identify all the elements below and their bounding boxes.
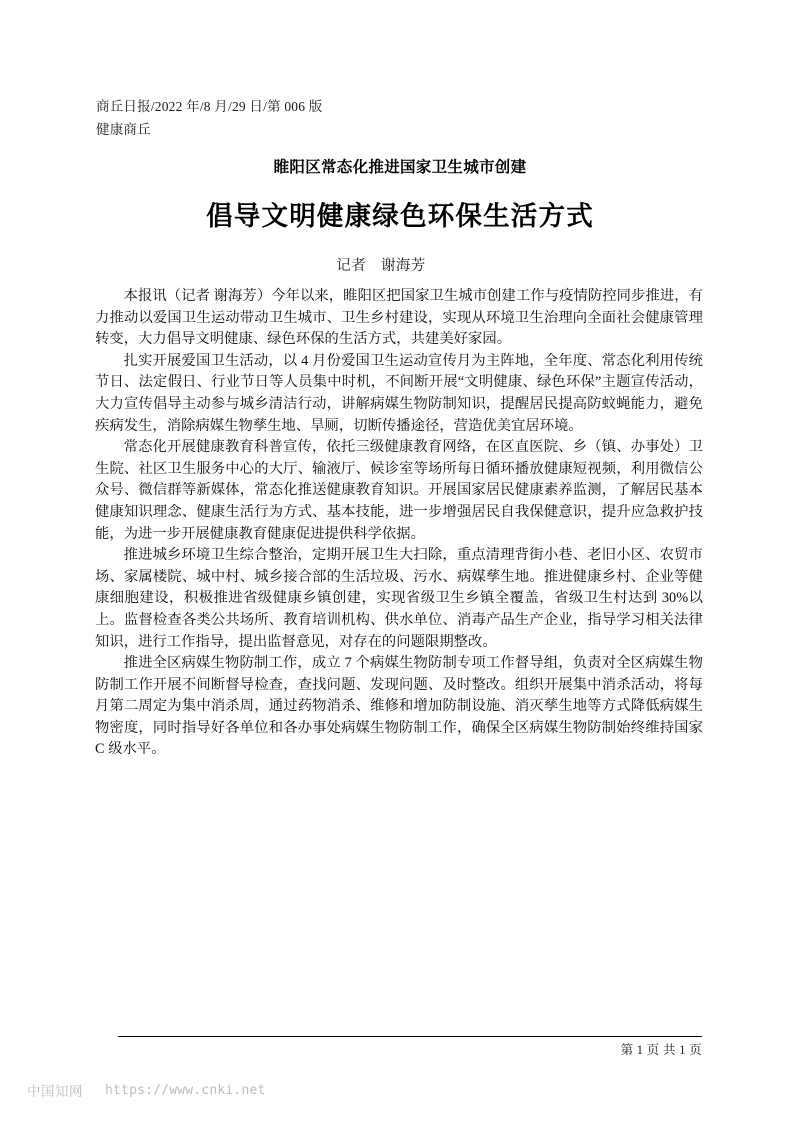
- article-subtitle: 睢阳区常态化推进国家卫生城市创建: [273, 159, 527, 176]
- masthead: [96, 96, 706, 141]
- article-body: [95, 286, 703, 761]
- page-indicator: 第 1 页 共 1 页: [620, 1043, 702, 1057]
- article-paragraph: 本报讯（记者 谢海芳）今年以来，睢阳区把国家卫生城市创建工作与疫情防控同步推进，有力推动以爱国卫生运动带动卫生城市、卫生乡村建设，实现从环境卫生治理向全面社会健康管理转变，大力倡导文明健康、绿色环保的生活方式，共建美好家园。: [95, 288, 703, 348]
- article-byline: 记者 谢海芳: [336, 258, 426, 274]
- article-paragraph: 常态化开展健康教育科普宣传，依托三级健康教育网络，在区直医院、乡（镇、办事处）卫生院、社区卫生服务中心的大厅、输液厅、候诊室等场所每日循环播放健康短视频，利用微信公众号、微信群等新媒体，常态化推送健康教育知识。开展国家居民健康素养监测，了解居民基本健康知识理念、健康生活行为方式、基本技能，进一步增强居民自我保健意识，提升应急救护技能，为进一步开展健康教育健康促进提供科学依据。: [95, 439, 703, 542]
- footer-divider: [118, 1036, 702, 1037]
- article-paragraph: 推进全区病媒生物防制工作，成立 7 个病媒生物防制专项工作督导组，负责对全区病媒生物防制工作开展不间断督导检查，查找问题、发现问题、及时整改。组织开展集中消杀活动，将每月第二周定为集中消杀周，通过药物消杀、维修和增加防制设施、消灭孳生地等方式降低病媒生物密度，同时指导好各单位和各办事处病媒生物防制工作，确保全区病媒生物防制始终维持国家 C 级水平。: [95, 655, 703, 758]
- masthead-source-line: 商丘日报/2022 年/8 月/29 日/第 006 版: [96, 99, 323, 114]
- article-paragraph: 推进城乡环境卫生综合整治，定期开展卫生大扫除，重点清理背街小巷、老旧小区、农贸市场、家属楼院、城中村、城乡接合部的生活垃圾、污水、病媒孳生地。推进健康乡村、企业等健康细胞建设，积极推进省级健康乡镇创建，实现省级卫生乡镇全覆盖，省级卫生村达到 30%以上。监督检查各类公共场所、教育培训机构、供水单位、消毒产品生产企业，指导学习相关法律知识，进行工作指导，提出监督意见，对存在的问题限期整改。: [95, 547, 703, 650]
- cnki-name: 中国知网: [27, 1084, 83, 1099]
- article-paragraph: 扎实开展爱国卫生活动，以 4 月份爱国卫生运动宣传月为主阵地，全年度、常态化利用传统节日、法定假日、行业节日等人员集中时机，不间断开展“文明健康、绿色环保”主题宣传活动，大力宣传倡导主动参与城乡清洁行动，讲解病媒生物防制知识，提醒居民提高防蚊蝇能力，避免疾病发生，消除病媒生物孳生地、旱厕，切断传播途径，营造优美宜居环境。: [95, 352, 703, 434]
- headline-block: [95, 155, 705, 279]
- cnki-url: https://www.cnki.net: [105, 1082, 266, 1098]
- cnki-watermark: [27, 1080, 266, 1100]
- masthead-section: 健康商丘: [96, 121, 151, 137]
- article-title: 倡导文明健康绿色环保生活方式: [206, 201, 594, 231]
